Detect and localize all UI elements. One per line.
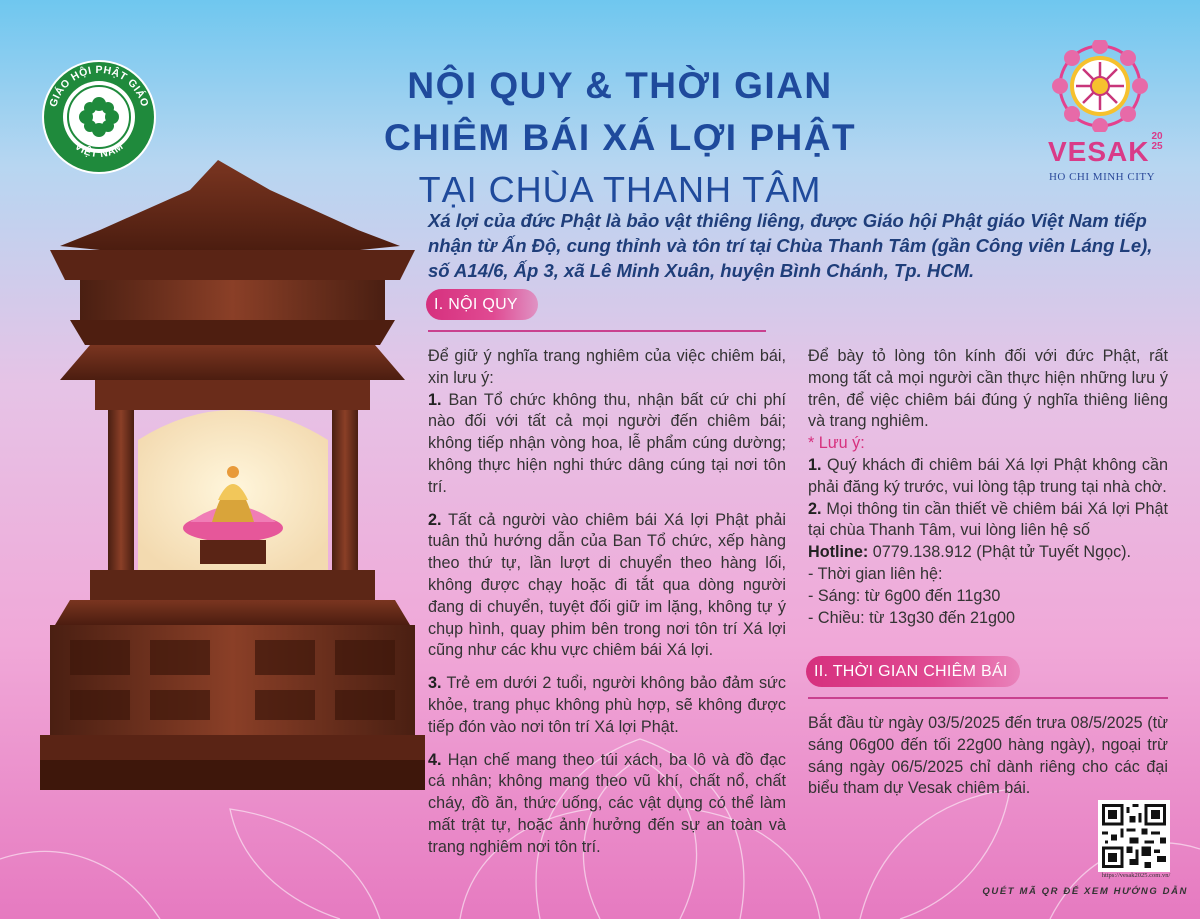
schedule-paragraph: Bắt đầu từ ngày 03/5/2025 đến trưa 08/5/2025 (từ sáng 06g00 đến tối 22g00 hàng ngày), ngoại trừ sáng ngày 06/5/2025 chỉ dành riêng cho các đại biểu tham dự Vesak chiêm bái.	[808, 714, 1168, 798]
dharma-wheel-mandala-icon	[1045, 40, 1155, 132]
logo-ring-text-top: GIÁO HỘI PHẬT GIÁO	[47, 63, 151, 109]
note-label: * Lưu ý:	[808, 434, 865, 453]
rule-2-number: 2.	[428, 510, 442, 529]
rule-1-text: Ban Tổ chức không thu, nhận bất cứ chi phí nào đối với tất cả mọi người đến chiêm bái; không tiếp nhận vòng hoa, lễ phẩm cúng dường; không thực hiện nghi thức dâng cúng tại nơi tôn trí.	[428, 390, 786, 496]
vesak-year	[1150, 132, 1164, 152]
section-divider	[808, 697, 1168, 699]
rule-1-number: 1.	[428, 390, 442, 409]
qr-url[interactable]: https://vesak2025.com.vn/	[1101, 872, 1171, 879]
logo-ring-text-bottom: VIỆT NAM	[72, 140, 126, 161]
vesak-logo	[1030, 40, 1170, 190]
contact-time-label: - Thời gian liên hệ:	[808, 564, 943, 583]
title-line-2: CHIÊM BÁI XÁ LỢI PHẬT	[383, 117, 857, 158]
contact-time-morning: - Sáng: từ 6g00 đến 11g30	[808, 586, 1001, 605]
qr-caption: QUÉT MÃ QR ĐỂ XEM HƯỚNG DẪN	[982, 886, 1188, 897]
note-2-number: 2.	[808, 499, 822, 518]
note-1-number: 1.	[808, 455, 822, 474]
relic-shrine-illustration	[40, 150, 425, 810]
rules-column-left	[428, 346, 786, 870]
rules-column-right	[808, 346, 1168, 629]
section-divider	[428, 330, 766, 332]
vesak-year-bottom: 25	[1151, 141, 1163, 152]
qr-code[interactable]	[1098, 800, 1170, 872]
vesak-city: HO CHI MINH CITY	[1048, 171, 1156, 183]
contact-time-afternoon: - Chiều: từ 13g30 đến 21g00	[808, 608, 1016, 627]
hotline-label: Hotline:	[808, 543, 869, 562]
hotline-value: 0779.138.912 (Phật tử Tuyết Ngọc).	[868, 543, 1132, 562]
note-2-text: Mọi thông tin cần thiết về chiêm bái Xá lợi Phật tại chùa Thanh Tâm, vui lòng liên hệ số	[808, 499, 1168, 540]
section-heading-noi-quy: I. NỘI QUY	[426, 289, 538, 320]
respect-paragraph: Để bày tỏ lòng tôn kính đối với đức Phật, rất mong tất cả mọi người cần thực hiện những lưu ý trên, để việc chiêm bái đúng ý nghĩa thiêng liêng và trang nghiêm.	[808, 347, 1168, 431]
page-title	[360, 60, 880, 216]
rule-3-number: 3.	[428, 674, 442, 693]
note-1-text: Quý khách đi chiêm bái Xá lợi Phật không cần phải đăng ký trước, vui lòng tập trung tại nhà chờ.	[808, 455, 1168, 496]
rules-lead: Để giữ ý nghĩa trang nghiêm của việc chiêm bái, xin lưu ý:	[428, 347, 786, 387]
vesak-year-top: 20	[1151, 131, 1163, 142]
rule-2-text: Tất cả người vào chiêm bái Xá lợi Phật phải tuân thủ hướng dẫn của Ban Tổ chức, xếp hàng theo thứ tự, lần lượt di chuyển theo hàng lối, không được chạy hoặc đi tắt qua dòng người đang di chuyển, tuyệt đối giữ im lặng, không tự ý chụp hình, quay phim bên trong nơi tôn trí Xá lợi cũng như các khu vực chiêm bái Xá lợi.	[428, 510, 786, 660]
vesak-wordmark: VESAK	[1048, 136, 1150, 167]
title-line-1: NỘI QUY & THỜI GIAN	[407, 65, 833, 106]
intro-paragraph: Xá lợi của đức Phật là bảo vật thiêng liêng, được Giáo hội Phật giáo Việt Nam tiếp nhận từ Ấn Độ, cung thỉnh và tôn trí tại Chùa Thanh Tâm (gần Công viên Láng Le), số A14/6, Ấp 3, xã Lê Minh Xuân, huyện Bình Chánh, Tp. HCM.	[428, 210, 1153, 281]
rule-4-text: Hạn chế mang theo túi xách, ba lô và đồ đạc cá nhân; không mang theo vũ khí, chất nổ, chất cháy, đồ ăn, thức uống, các vật dụng có thể làm mất trật tự, hoặc ảnh hưởng đến sự an toàn và trang nghiêm nơi tôn trí.	[428, 750, 786, 856]
qr-code-icon	[1102, 804, 1166, 868]
section-heading-thoi-gian: II. THỜI GIAN CHIÊM BÁI	[806, 656, 1020, 687]
rule-3-text: Trẻ em dưới 2 tuổi, người không bảo đảm sức khỏe, trang phục không phù hợp, sẽ không được tiếp đón vào nơi tôn trí Xá lợi Phật.	[428, 674, 786, 736]
title-line-3: TẠI CHÙA THANH TÂM	[418, 169, 822, 210]
rule-4-number: 4.	[428, 750, 442, 769]
